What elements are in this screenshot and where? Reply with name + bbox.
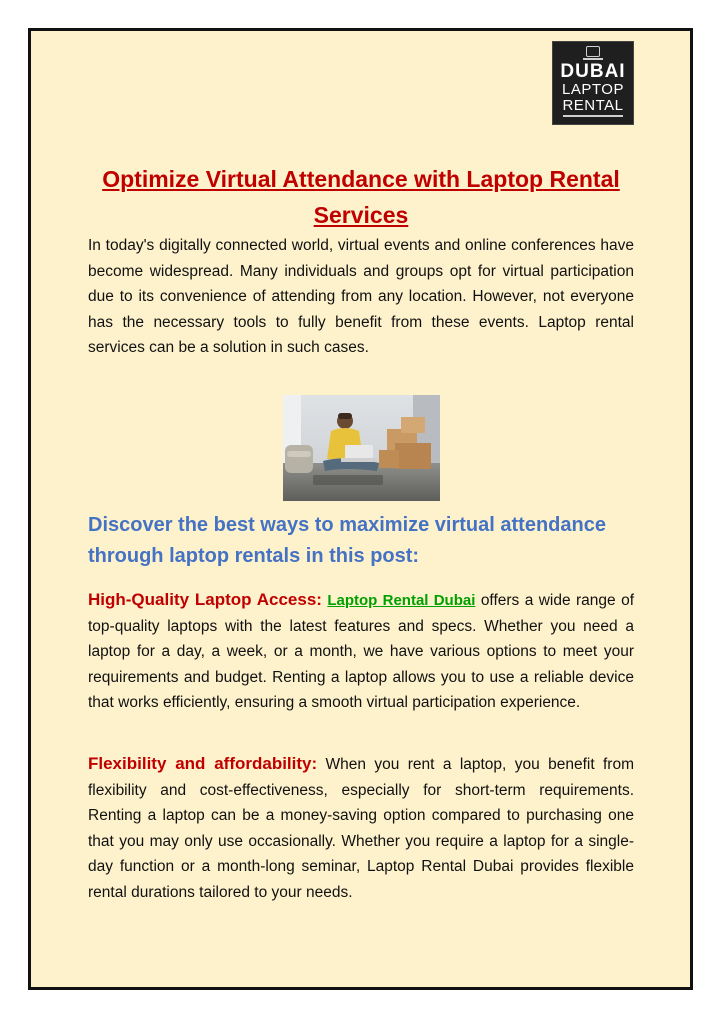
logo-line-2: LAPTOP [562,81,624,98]
section-high-quality-access [88,587,634,716]
intro-paragraph: In today's digitally connected world, virtual events and online conferences have become widespread. Many individuals and groups opt for virtual participation due to its convenience of attending from any location. However, not everyone has the necessary tools to fully benefit from these events. Laptop rental services can be a solution in such cases. [88,237,634,356]
brand-logo [552,41,634,125]
section-flexibility [88,751,634,905]
logo-line-1: DUBAI [560,61,626,82]
laptop-icon [586,46,600,57]
section-subheading: Discover the best ways to maximize virtual attendance through laptop rentals in this post: [88,514,606,567]
section-1-lead: High-Quality Laptop Access: [88,590,322,609]
photo-illustration [283,395,440,501]
laptop-rental-dubai-link[interactable]: Laptop Rental Dubai [327,592,476,609]
logo-line-3: RENTAL [562,97,624,114]
section-2-body: When you rent a laptop, you benefit from flexibility and cost-effectiveness, especially for short-term requirements. Renting a laptop can be a money-saving option compared to purchasing one that you may only use occasionally. Whether you require a laptop for a single-day function or a month-long seminar, Laptop Rental Dubai provides flexible rental durations tailored to your needs. [88,756,634,901]
section-2-lead: Flexibility and affordability: [88,754,318,773]
logo-underline [563,115,623,117]
page-title: Optimize Virtual Attendance with Laptop Rental Services [102,166,620,228]
section-1-body: offers a wide range of top-quality laptops with the latest features and specs. Whether you need a laptop for a day, a week, or a month, we have various options to meet your requirements and budget. Renting a laptop allows you to use a reliable device that works efficiently, ensuring a smooth virtual participation experience. [88,592,634,711]
document-page [28,28,693,990]
photo-person-with-laptop [283,395,440,501]
